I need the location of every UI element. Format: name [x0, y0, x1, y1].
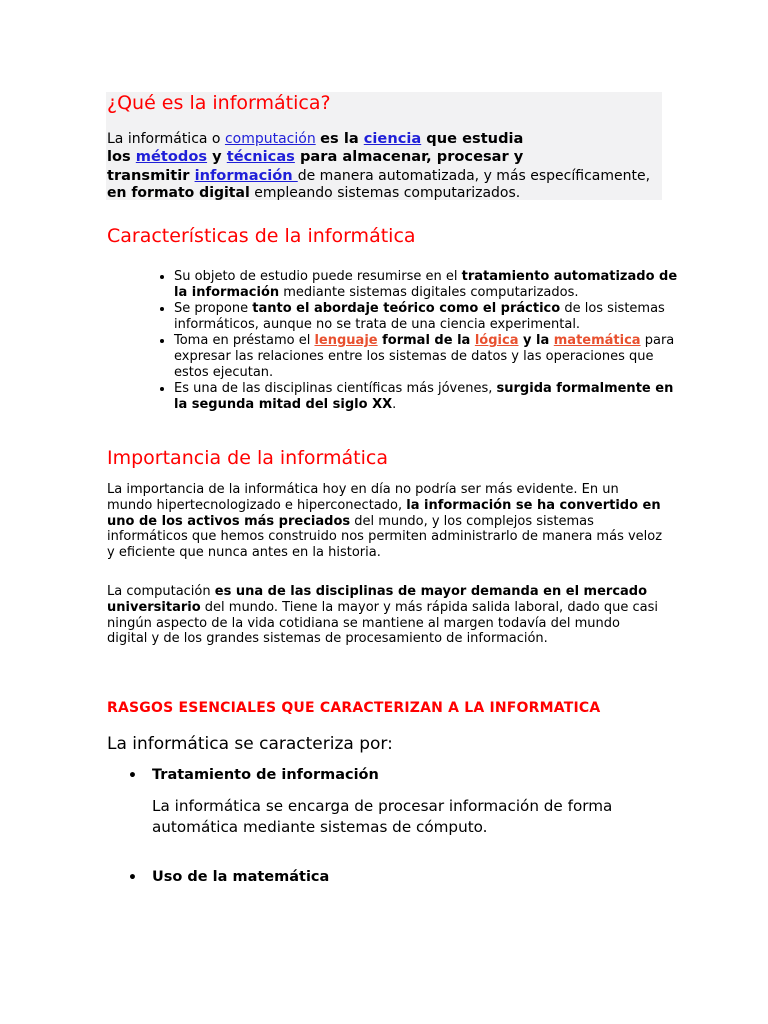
list-item: • Es una de las disciplinas científicas más jóvenes, surgida formalmente en la segunda mitad del siglo XX.	[174, 381, 686, 413]
link-ciencia[interactable]: ciencia	[363, 130, 422, 147]
rasgos-heading: RASGOS ESENCIALES QUE CARACTERIZAN A LA INFORMATICA	[107, 700, 601, 716]
intro-paragraph	[107, 130, 667, 202]
caracteristicas-heading: Características de la informática	[107, 225, 416, 247]
list-item: • Se propone tanto el abordaje teórico como el práctico de los sistemas informáticos, aunque no se trata de una ciencia experimental.	[174, 301, 686, 333]
intro-text: empleando sistemas computarizados.	[249, 184, 521, 201]
list-item: • Toma en préstamo el lenguaje formal de la lógica y la matemática para expresar las relaciones entre los sistemas de datos y las operaciones que estos ejecutan.	[174, 333, 686, 381]
rasgo-text-tratamiento: La informática se encarga de procesar información de forma automática mediante sistemas de cómputo.	[152, 797, 613, 836]
rasgo-title-matematica: Uso de la matemática	[152, 869, 330, 885]
intro-bold-text: transmitir	[107, 166, 195, 184]
intro-text: La informática o	[107, 131, 225, 147]
intro-bold-text: es la	[320, 130, 364, 147]
importancia-paragraph-2: La computación es una de las disciplinas de mayor demanda en el mercado universitario del mundo. Tiene la mayor y más rápida salida laboral, dado que casi ningún aspecto de la vida cotidiana se mantiene al margen todavía del mundo digital y de los grandes sistemas de procesamiento de información.	[107, 584, 658, 647]
intro-bold-text: en formato digital	[107, 184, 250, 201]
rasgo-title-tratamiento: Tratamiento de información	[152, 767, 379, 783]
link-matematica[interactable]: matemática	[553, 333, 641, 348]
link-metodos[interactable]: métodos	[135, 148, 208, 166]
intro-bold-text: para almacenar, procesar y	[294, 148, 524, 166]
link-tecnicas[interactable]: técnicas	[226, 148, 295, 166]
list-item: • Su objeto de estudio puede resumirse en el tratamiento automatizado de la información mediante sistemas digitales computarizados.	[174, 269, 686, 301]
link-informacion[interactable]: información	[194, 166, 298, 184]
importancia-heading: Importancia de la informática	[107, 447, 388, 469]
bullet-marker: •	[128, 870, 137, 886]
intro-bold-text: que estudia	[421, 130, 524, 147]
intro-text: de manera automatizada, y más específicamente,	[297, 167, 651, 184]
link-lenguaje[interactable]: lenguaje	[314, 333, 378, 348]
rasgos-intro: La informática se caracteriza por:	[107, 734, 393, 754]
caracteristicas-list	[150, 269, 686, 413]
intro-bold-text: los	[107, 148, 136, 166]
bullet-marker: •	[128, 768, 137, 784]
link-logica[interactable]: lógica	[474, 333, 519, 348]
intro-bold-text: y	[207, 148, 227, 166]
importancia-paragraph-1: La importancia de la informática hoy en día no podría ser más evidente. En un mundo hipertecnologizado e hiperconectado, la información se ha convertido en uno de los activos más preciados del mundo, y los complejos sistemas informáticos que hemos construido nos permiten administrarlo de manera más veloz y eficiente que nunca antes en la historia.	[107, 482, 663, 561]
link-computacion[interactable]: computación	[224, 131, 316, 147]
intro-heading: ¿Qué es la informática?	[107, 92, 331, 114]
